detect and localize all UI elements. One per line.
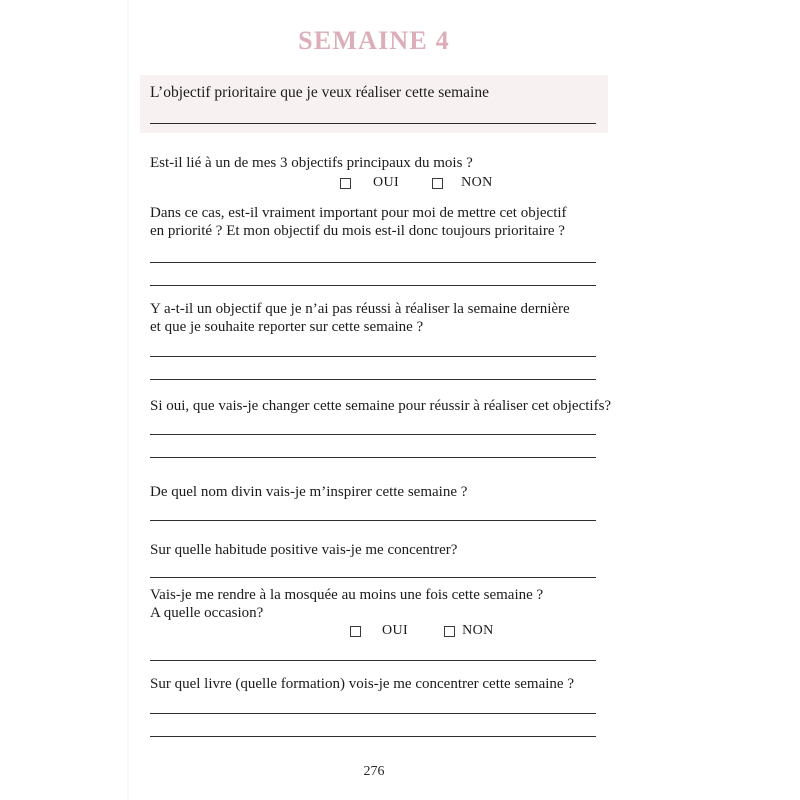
answer-line-2[interactable]: [150, 457, 596, 458]
question-text: Est-il lié à un de mes 3 objectifs principaux du mois ?: [150, 155, 473, 171]
choice-label-oui: OUI: [382, 623, 409, 638]
question-text-line-1: Vais-je me rendre à la mosquée au moins une fois cette semaine ?: [150, 587, 544, 603]
choice-label-non: NON: [462, 623, 494, 638]
question-block-habitude-positive: [140, 542, 608, 560]
page-number: 276: [363, 764, 385, 779]
choice-label-oui: OUI: [373, 175, 400, 190]
question-text-line-2: en priorité ? Et mon objectif du mois est-il donc toujours prioritaire ?: [150, 222, 565, 239]
main-objective-box: [140, 75, 608, 133]
question-text-line-2: et que je souhaite reporter sur cette semaine ?: [150, 318, 424, 335]
answer-line-2[interactable]: [150, 285, 596, 286]
question-block-objectif-non-reussi-semaine-derniere: [140, 301, 608, 336]
answer-line-1[interactable]: [150, 356, 596, 357]
checkbox-oui[interactable]: [340, 178, 351, 189]
question-text: Si oui, que vais-je changer cette semaine pour réussir à réaliser cet objectifs?: [150, 398, 612, 414]
question-block-nom-divin: [140, 484, 608, 502]
question-text-line-2: A quelle occasion?: [150, 604, 264, 621]
answer-line-1[interactable]: [150, 660, 596, 661]
question-text: Sur quel livre (quelle formation) vois-je me concentrer cette semaine ?: [150, 676, 574, 692]
question-block-mettre-cet-objectif-en-priorite: [140, 205, 608, 240]
answer-line-2[interactable]: [150, 379, 596, 380]
checkbox-oui[interactable]: [350, 626, 361, 637]
question-block-livre-ou-formation: [140, 676, 608, 694]
answer-line-1[interactable]: [150, 520, 596, 521]
choice-row-oui-non: [350, 623, 494, 639]
page-spine-edge: [127, 0, 129, 800]
question-text: De quel nom divin vais-je m’inspirer cette semaine ?: [150, 484, 468, 500]
question-block-aller-a-la-mosquee: [140, 587, 608, 638]
question-text-line-1: Dans ce cas, est-il vraiment important pour moi de mettre cet objectif: [150, 205, 567, 221]
choice-row-oui-non: [340, 175, 493, 191]
question-block-lie-aux-objectifs-du-mois: [140, 155, 608, 190]
answer-line-1[interactable]: [150, 262, 596, 263]
answer-line-1[interactable]: [150, 577, 596, 578]
checkbox-non[interactable]: [444, 626, 455, 637]
checkbox-non[interactable]: [432, 178, 443, 189]
question-text: Sur quelle habitude positive vais-je me concentrer?: [150, 542, 458, 558]
answer-line-1[interactable]: [150, 713, 596, 714]
choice-label-non: NON: [461, 175, 493, 190]
page-title: SEMAINE 4: [298, 26, 450, 55]
main-objective-answer-line[interactable]: [150, 123, 596, 124]
main-objective-label: L’objectif prioritaire que je veux réaliser cette semaine: [150, 84, 489, 101]
question-text-line-1: Y a-t-il un objectif que je n’ai pas réussi à réaliser la semaine dernière: [150, 301, 570, 317]
question-block-que-changer-cette-semaine: [140, 398, 612, 416]
answer-line-1[interactable]: [150, 434, 596, 435]
answer-line-2[interactable]: [150, 736, 596, 737]
